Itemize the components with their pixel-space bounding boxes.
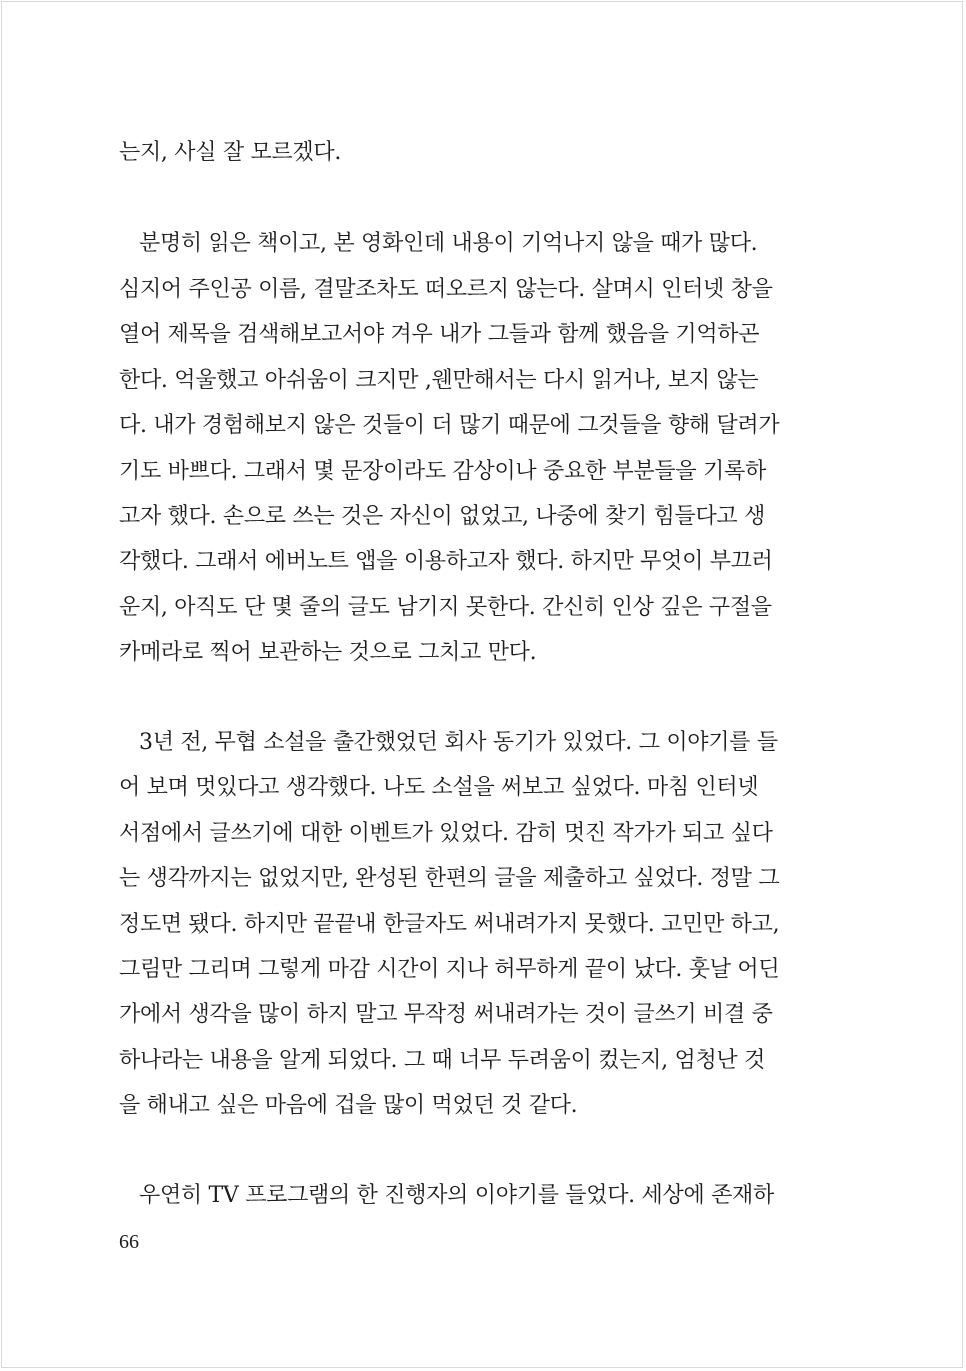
text-line: 분명히 읽은 책이고, 본 영화인데 내용이 기억나지 않을 때가 많다.: [139, 231, 758, 256]
text-line: 정도면 됐다. 하지만 끝끝내 한글자도 써내려가지 못했다. 고민만 하고,: [119, 912, 780, 937]
text-line: 우연히 TV 프로그램의 한 진행자의 이야기를 들었다. 세상에 존재하: [139, 1183, 774, 1208]
text-line: 하나라는 내용을 알게 되었다. 그 때 너무 두려움이 컸는지, 엄청난 것: [119, 1048, 766, 1073]
text-line: 카메라로 찍어 보관하는 것으로 그치고 만다.: [119, 640, 537, 665]
text-line: 다. 내가 경험해보지 않은 것들이 더 많기 때문에 그것들을 향해 달려가: [119, 413, 780, 438]
text-line: 는지, 사실 잘 모르겠다.: [119, 140, 342, 165]
text-line: 각했다. 그래서 에버노트 앱을 이용하고자 했다. 하지만 무엇이 부끄러: [119, 549, 773, 574]
text-line: 열어 제목을 검색해보고서야 겨우 내가 그들과 함께 했음을 기억하곤: [119, 322, 760, 347]
text-line: 을 해내고 싶은 마음에 겁을 많이 먹었던 것 같다.: [119, 1093, 578, 1118]
book-page: [1, 1, 963, 1368]
text-line: 3년 전, 무협 소설을 출간했었던 회사 동기가 있었다. 그 이야기를 들: [139, 730, 778, 755]
text-line: 한다. 억울했고 아쉬움이 크지만 ,웬만해서는 다시 읽거나, 보지 않는: [119, 368, 759, 393]
text-line: 심지어 주인공 이름, 결말조차도 떠오르지 않는다. 살며시 인터넷 창을: [119, 277, 773, 302]
text-line: 기도 바쁘다. 그래서 몇 문장이라도 감상이나 중요한 부분들을 기록하: [119, 459, 766, 484]
text-line: 가에서 생각을 많이 하지 말고 무작정 써내려가는 것이 글쓰기 비결 중: [119, 1002, 773, 1027]
text-line: 그림만 그리며 그렇게 마감 시간이 지나 허무하게 끝이 났다. 훗날 어딘: [119, 957, 780, 982]
text-line: 운지, 아직도 단 몇 줄의 글도 남기지 못한다. 간신히 인상 깊은 구절을: [119, 595, 772, 620]
text-line: 고자 했다. 손으로 쓰는 것은 자신이 없었고, 나중에 찾기 힘들다고 생: [119, 504, 766, 529]
text-line: 서점에서 글쓰기에 대한 이벤트가 있었다. 감히 멋진 작가가 되고 싶다: [119, 821, 773, 846]
page-number: 66: [119, 1231, 139, 1253]
text-line: 는 생각까지는 없었지만, 완성된 한편의 글을 제출하고 싶었다. 정말 그: [119, 866, 780, 891]
text-line: 어 보며 멋있다고 생각했다. 나도 소설을 써보고 싶었다. 마침 인터넷: [119, 775, 759, 800]
